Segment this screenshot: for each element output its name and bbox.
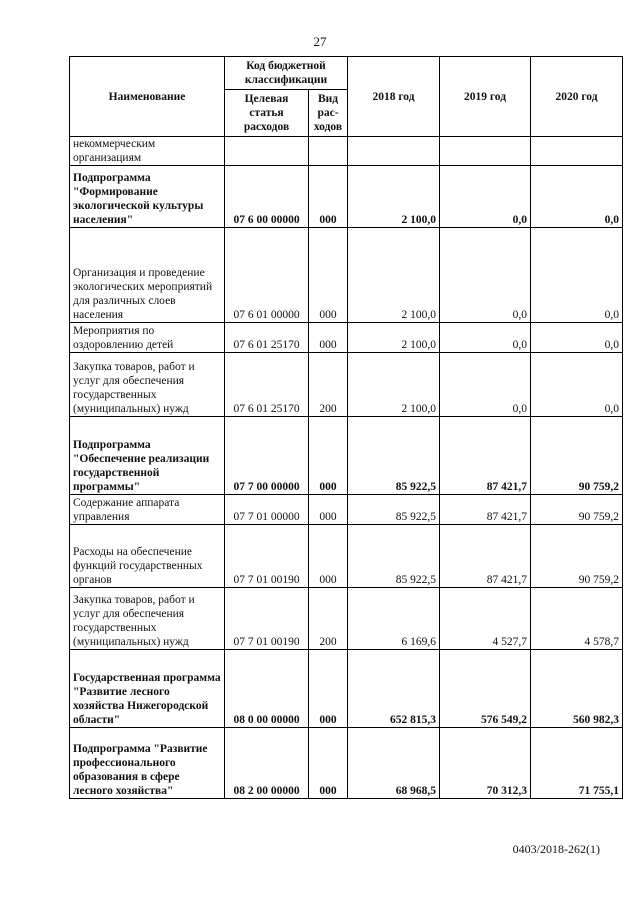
- table-row: [70, 137, 623, 166]
- table-row: [70, 650, 623, 728]
- row-value-2020: 90 759,2: [531, 417, 623, 495]
- row-expense-type: 000: [309, 728, 348, 799]
- row-value-2018: 652 815,3: [348, 650, 440, 728]
- row-target-article: 07 6 00 00000: [225, 166, 309, 228]
- row-value-2020: 0,0: [531, 353, 623, 417]
- row-expense-type: 000: [309, 495, 348, 525]
- header-target-article: Целевая статья расходов: [225, 90, 309, 137]
- row-value-2020: 0,0: [531, 166, 623, 228]
- row-expense-type: 000: [309, 228, 348, 323]
- row-value-2018: 2 100,0: [348, 228, 440, 323]
- row-value-2018: [348, 137, 440, 166]
- table-row: [70, 353, 623, 417]
- row-name: Подпрограмма "Развитие профессионального образования в сфере лесного хозяйства": [70, 728, 225, 799]
- row-value-2019: [440, 137, 531, 166]
- header-row-1: [70, 57, 623, 90]
- row-value-2020: [531, 137, 623, 166]
- table-row: [70, 525, 623, 588]
- row-target-article: 07 7 00 00000: [225, 417, 309, 495]
- row-name: Закупка товаров, работ и услуг для обеспечения государственных (муниципальных) нужд: [70, 353, 225, 417]
- page-number: 27: [313, 34, 327, 49]
- header-year-2020: 2020 год: [531, 57, 623, 137]
- table-row: [70, 417, 623, 495]
- row-value-2018: 2 100,0: [348, 323, 440, 353]
- row-expense-type: [309, 137, 348, 166]
- row-expense-type: 000: [309, 417, 348, 495]
- row-expense-type: 200: [309, 588, 348, 650]
- table-row: [70, 166, 623, 228]
- header-name: Наименование: [70, 57, 225, 137]
- row-name: Организация и проведение экологических мероприятий для различных слоев населения: [70, 228, 225, 323]
- row-value-2019: 4 527,7: [440, 588, 531, 650]
- row-target-article: 07 6 01 25170: [225, 323, 309, 353]
- row-value-2018: 68 968,5: [348, 728, 440, 799]
- row-target-article: 07 7 01 00190: [225, 525, 309, 588]
- row-name: Мероприятия по оздоровлению детей: [70, 323, 225, 353]
- row-value-2020: 90 759,2: [531, 525, 623, 588]
- row-value-2019: 576 549,2: [440, 650, 531, 728]
- row-value-2019: 87 421,7: [440, 417, 531, 495]
- row-value-2018: 85 922,5: [348, 417, 440, 495]
- row-value-2018: 6 169,6: [348, 588, 440, 650]
- row-target-article: [225, 137, 309, 166]
- header-expense-type: Вид рас-ходов: [309, 90, 348, 137]
- table-row: [70, 588, 623, 650]
- budget-table: [69, 56, 623, 799]
- row-target-article: 07 6 01 25170: [225, 353, 309, 417]
- row-name: Подпрограмма "Обеспечение реализации государственной программы": [70, 417, 225, 495]
- row-value-2020: 0,0: [531, 323, 623, 353]
- row-value-2020: 0,0: [531, 228, 623, 323]
- row-name: Подпрограмма "Формирование экологической культуры населения": [70, 166, 225, 228]
- row-target-article: 08 0 00 00000: [225, 650, 309, 728]
- row-value-2020: 4 578,7: [531, 588, 623, 650]
- row-value-2019: 87 421,7: [440, 495, 531, 525]
- row-value-2019: 70 312,3: [440, 728, 531, 799]
- table-row: [70, 495, 623, 525]
- header-year-2018: 2018 год: [348, 57, 440, 137]
- table-row: [70, 728, 623, 799]
- row-name: некоммерческим организациям: [70, 137, 225, 166]
- document-code: 0403/2018-262(1): [512, 842, 600, 856]
- row-value-2018: 85 922,5: [348, 525, 440, 588]
- row-value-2018: 2 100,0: [348, 166, 440, 228]
- row-target-article: 08 2 00 00000: [225, 728, 309, 799]
- row-expense-type: 000: [309, 323, 348, 353]
- row-name: Государственная программа "Развитие лесного хозяйства Нижегородской области": [70, 650, 225, 728]
- row-value-2020: 560 982,3: [531, 650, 623, 728]
- row-target-article: 07 7 01 00190: [225, 588, 309, 650]
- row-value-2019: 87 421,7: [440, 525, 531, 588]
- row-expense-type: 200: [309, 353, 348, 417]
- row-target-article: 07 7 01 00000: [225, 495, 309, 525]
- header-code-group: Код бюджетной классификации: [225, 57, 348, 90]
- table-row: [70, 228, 623, 323]
- row-value-2019: 0,0: [440, 228, 531, 323]
- row-expense-type: 000: [309, 525, 348, 588]
- table-body: [70, 137, 623, 799]
- row-value-2019: 0,0: [440, 166, 531, 228]
- row-value-2018: 2 100,0: [348, 353, 440, 417]
- row-expense-type: 000: [309, 166, 348, 228]
- row-target-article: 07 6 01 00000: [225, 228, 309, 323]
- row-name: Содержание аппарата управления: [70, 495, 225, 525]
- row-name: Расходы на обеспечение функций государственных органов: [70, 525, 225, 588]
- table-row: [70, 323, 623, 353]
- row-value-2020: 71 755,1: [531, 728, 623, 799]
- row-value-2020: 90 759,2: [531, 495, 623, 525]
- row-value-2019: 0,0: [440, 323, 531, 353]
- row-name: Закупка товаров, работ и услуг для обеспечения государственных (муниципальных) нужд: [70, 588, 225, 650]
- row-value-2018: 85 922,5: [348, 495, 440, 525]
- header-year-2019: 2019 год: [440, 57, 531, 137]
- row-expense-type: 000: [309, 650, 348, 728]
- row-value-2019: 0,0: [440, 353, 531, 417]
